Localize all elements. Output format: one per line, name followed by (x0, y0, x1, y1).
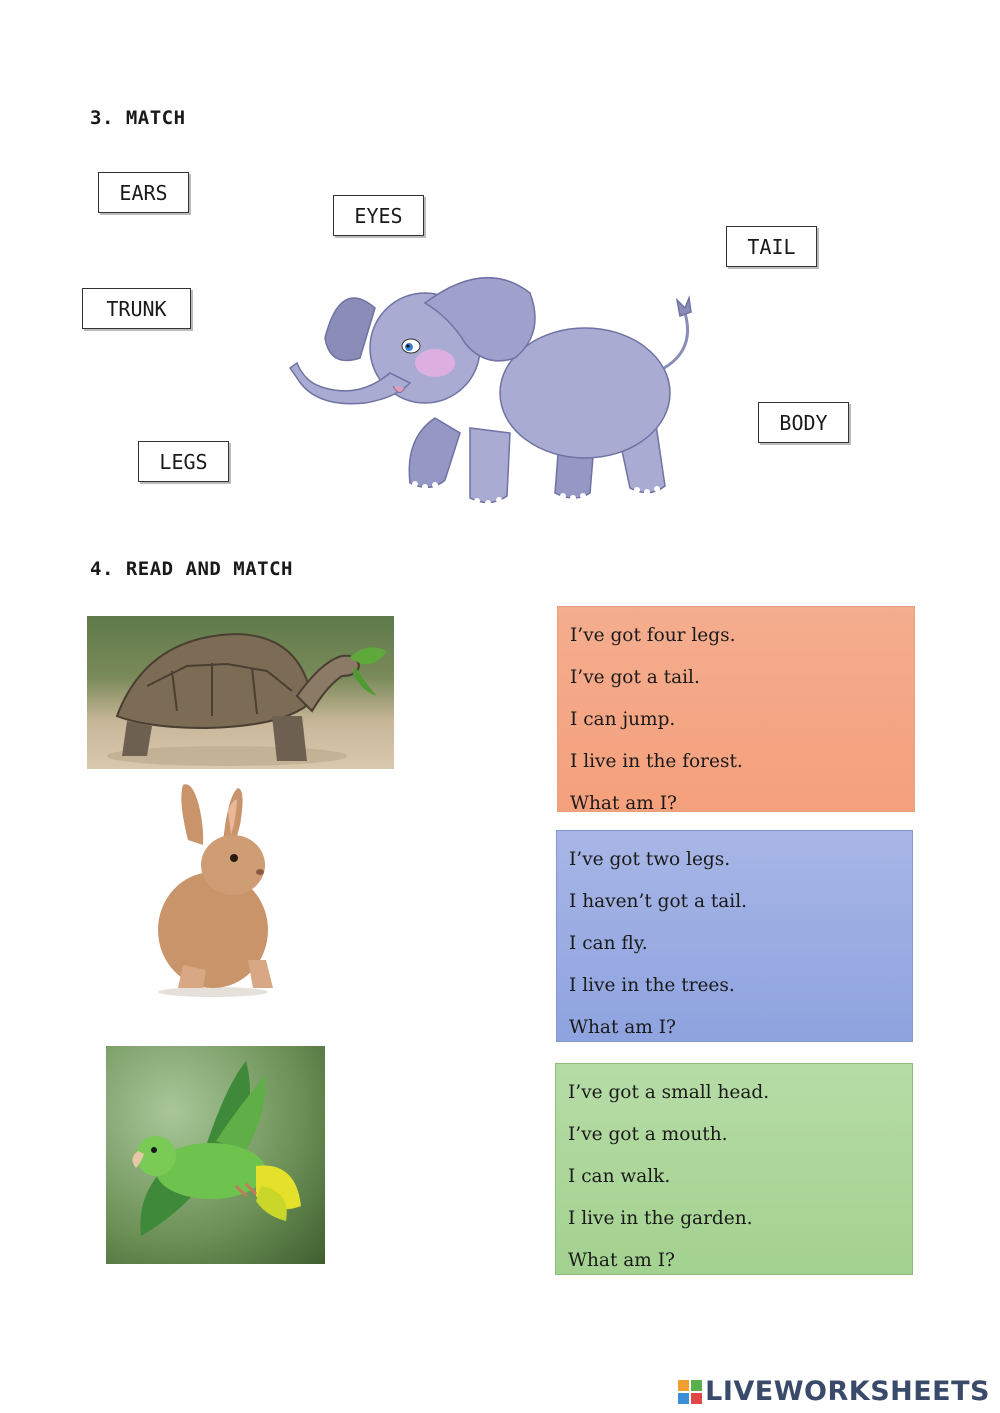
clue-line: I can jump. (570, 709, 676, 730)
tortoise-photo[interactable] (87, 616, 394, 769)
clue-line: I can walk. (568, 1166, 671, 1187)
clue-line: What am I? (568, 1250, 675, 1271)
clue-line: I can fly. (569, 933, 648, 954)
section-3-heading: 3. MATCH (90, 107, 186, 129)
liveworksheets-icon (677, 1379, 703, 1405)
clue-box-1 (557, 606, 915, 812)
label-eyes[interactable]: EYES (333, 195, 424, 236)
elephant-illustration (285, 258, 710, 513)
label-ears[interactable]: EARS (98, 172, 189, 213)
clue-box-3 (555, 1063, 913, 1275)
clue-line: I’ve got four legs. (570, 625, 736, 646)
clue-line: I’ve got a tail. (570, 667, 700, 688)
clue-line: I live in the garden. (568, 1208, 753, 1229)
clue-line: I haven’t got a tail. (569, 891, 748, 912)
section-4-heading: 4. READ AND MATCH (90, 558, 293, 580)
clue-box-2 (556, 830, 913, 1042)
clue-line: I’ve got a mouth. (568, 1124, 728, 1145)
logo-text: LIVEWORKSHEETS (705, 1376, 990, 1407)
clue-line: I live in the trees. (569, 975, 735, 996)
rabbit-photo[interactable] (138, 780, 288, 998)
label-trunk[interactable]: TRUNK (82, 288, 191, 329)
clue-line: What am I? (570, 793, 677, 814)
clue-line: I live in the forest. (570, 751, 743, 772)
clue-line: I’ve got two legs. (569, 849, 731, 870)
clue-line: What am I? (569, 1017, 676, 1038)
label-body[interactable]: BODY (758, 402, 849, 443)
label-tail[interactable]: TAIL (726, 226, 817, 267)
label-legs[interactable]: LEGS (138, 441, 229, 482)
liveworksheets-logo[interactable] (677, 1376, 990, 1407)
clue-line: I’ve got a small head. (568, 1082, 770, 1103)
parrot-photo[interactable] (106, 1046, 325, 1264)
